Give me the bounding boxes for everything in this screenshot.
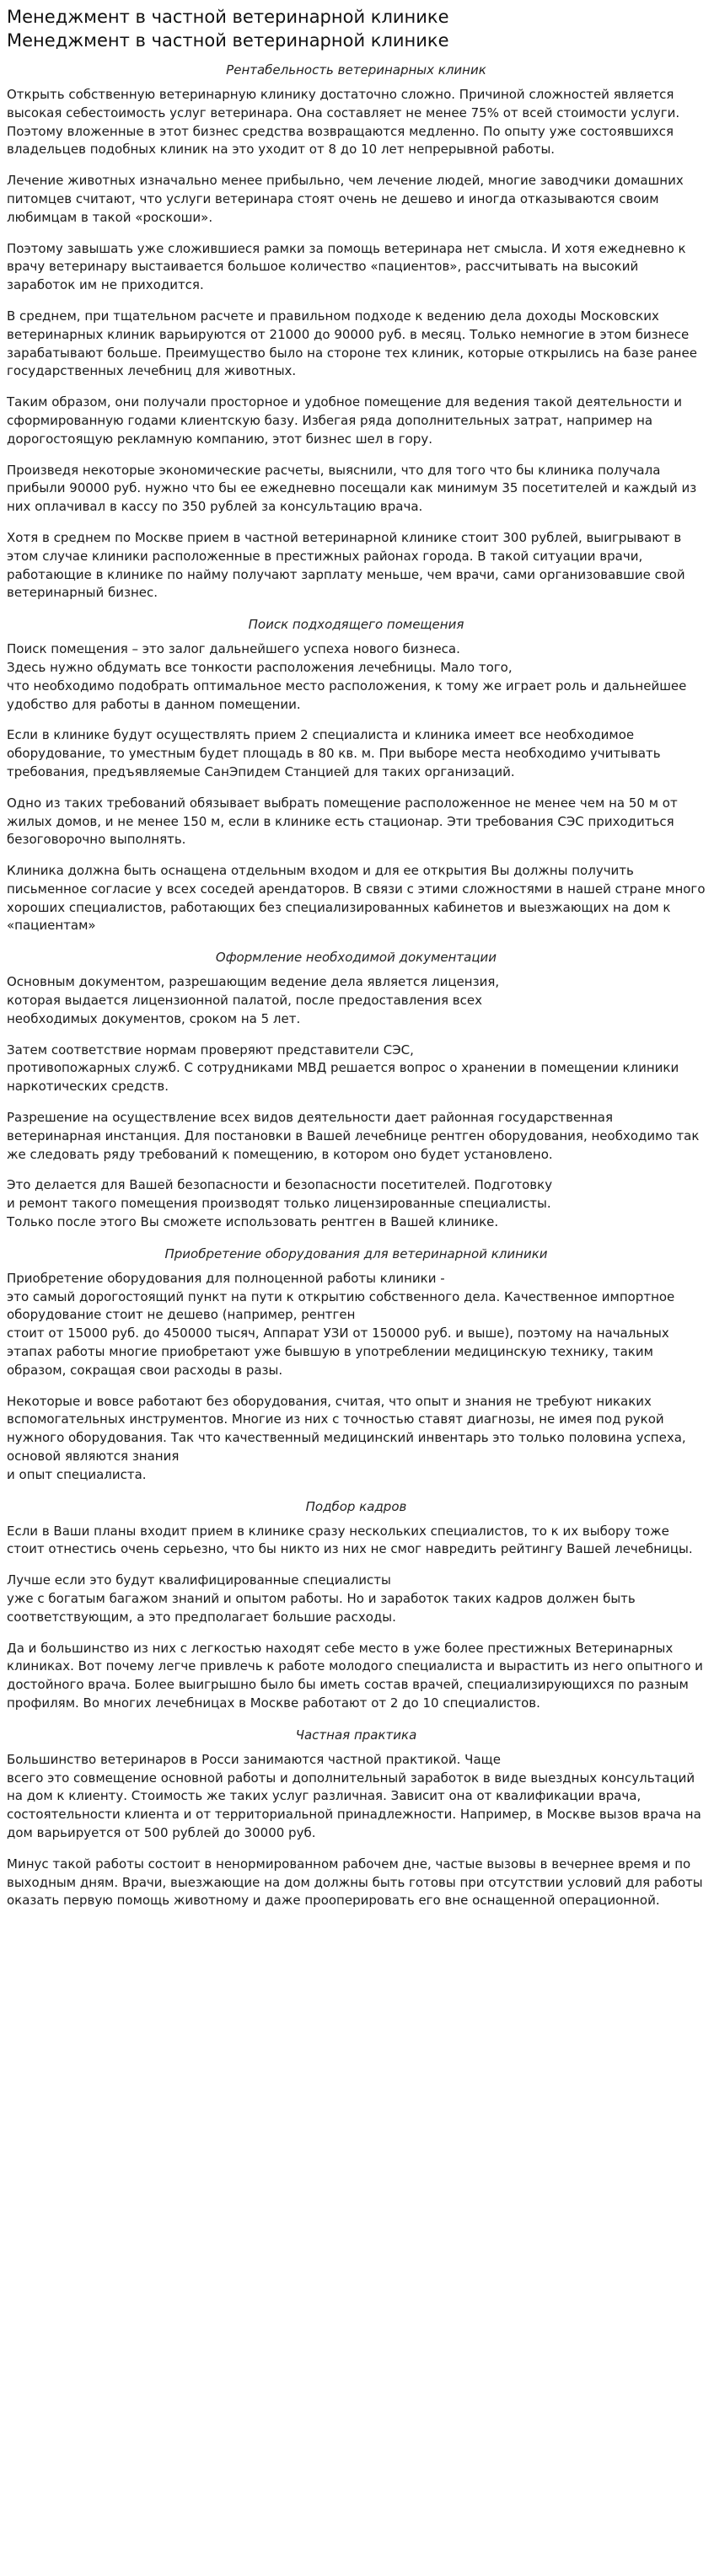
paragraph: Если в Ваши планы входит прием в клинике сразу нескольких специалистов, то к их выбору тоже стоит отнестись очень серьезно, что бы никто из них не смог навредить рейтингу Вашей лечебницы.	[7, 1523, 693, 1557]
section-heading: Оформление необходимой документации	[215, 950, 497, 966]
section-heading: Рентабельность ветеринарных клиник	[226, 62, 486, 78]
section-heading: Поиск подходящего помещения	[248, 617, 464, 633]
paragraph: Это делается для Вашей безопасности и безопасности посетителей. Подготовку и ремонт такого помещения производят только лицензированные специалисты. Только после этого Вы сможете использовать рентген в Вашей клинике.	[7, 1177, 553, 1230]
paragraph: Если в клинике будут осуществлять прием 2 специалиста и клиника имеет все необходимое оборудование, то уместным будет площадь в 80 кв. м. При выборе места необходимо учитывать требования, предъявляемые СанЭпидем Станцией для таких организаций.	[7, 727, 661, 779]
section-staff	[7, 1497, 706, 1713]
paragraph: Открыть собственную ветеринарную клинику достаточно сложно. Причиной сложностей является высокая себестоимость услуг ветеринара. Она составляет не менее 75% от всей стоимости услуги. Поэтому вложенные в этот бизнес средства возвращаются медленно. По опыту уже состоявшихся владельцев подобных клиник на это уходит от 8 до 10 лет непрерывной работы.	[7, 87, 680, 158]
section-profitability	[7, 61, 706, 602]
section-equipment	[7, 1245, 706, 1485]
paragraph: Большинство ветеринаров в Росси занимаются частной практикой. Чаще всего это совмещение основной работы и дополнительный заработок в виде выездных консультаций на дом к клиенту. Стоимость же таких услуг различная. Зависит она от квалификации врача, состоятельности клиента и от территориальной принадлежности. Например, в Москве вызов врача на дом варьируется от 500 рублей до 30000 руб.	[7, 1751, 701, 1840]
paragraph: Затем соответствие нормам проверяют представители СЭС, противопожарных служб. С сотрудниками МВД решается вопрос о хранении в помещении клиники наркотических средств.	[7, 1042, 679, 1095]
paragraph: Поиск помещения – это залог дальнейшего успеха нового бизнеса. Здесь нужно обдумать все тонкости расположения лечебницы. Мало того, что необходимо подобрать оптимальное место расположения, к тому же играет роль и дальнейшее удобство для работы в данном помещении.	[7, 641, 687, 712]
section-heading: Подбор кадров	[305, 1498, 407, 1514]
paragraph: Приобретение оборудования для полноценной работы клиники - это самый дорогостоящий пункт на пути к открытию собственного дела. Качественное импортное оборудование стоит не дешево (например, рентген стоит от 15000 руб. до 450000 тысяч, Аппарат УЗИ от 150000 руб. и выше), поэтому на начальных этапах работы многие приобретают уже бывшую в употреблении медицинскую технику, таким образом, сокращая свои расходы в разы.	[7, 1270, 675, 1378]
article-title: Менеджмент в частной ветеринарной клинике	[7, 30, 449, 51]
paragraph: Таким образом, они получали просторное и удобное помещение для ведения такой деятельности и сформированную годами клиентскую базу. Избегая ряда дополнительных затрат, например на дорогостоящую рекламную компанию, этот бизнес шел в гору.	[7, 394, 682, 447]
section-heading: Приобретение оборудования для ветеринарной клиники	[164, 1245, 548, 1261]
paragraph: Произведя некоторые экономические расчеты, выяснили, что для того что бы клиника получала прибыли 90000 руб. нужно что бы ее ежедневно посещали как минимум 35 посетителей и каждый из них оплачивал в кассу по 350 рублей за консультацию врача.	[7, 462, 697, 515]
paragraph: Разрешение на осуществление всех видов деятельности дает районная государственная ветеринарная инстанция. Для постановки в Вашей лечебнице рентген оборудования, необходимо так же следовать ряду требований к помещению, в котором оно будет установлено.	[7, 1110, 700, 1162]
paragraph: В среднем, при тщательном расчете и правильном подходе к ведению дела доходы Московских ветеринарных клиник варьируются от 21000 до 90000 руб. в месяц. Только немногие в этом бизнесе зарабатывают больше. Преимущество было на стороне тех клиник, которые открылись на базе ранее государственных лечебниц для животных.	[7, 308, 697, 379]
paragraph: Некоторые и вовсе работают без оборудования, считая, что опыт и знания не требуют никаких вспомогательных инструментов. Многие из них с точностью ставят диагнозы, не имея под рукой нужного оборудования. Так что качественный медицинский инвентарь это только половина успеха, основой являются знания и опыт специалиста.	[7, 1393, 686, 1482]
paragraph: Поэтому завышать уже сложившиеся рамки за помощь ветеринара нет смысла. И хотя ежедневно к врачу ветеринару выстаивается большое количество «пациентов», рассчитывать на высокий заработок им не приходится.	[7, 240, 686, 293]
paragraph: Минус такой работы состоит в ненормированном рабочем дне, частые вызовы в вечернее время и по выходным дням. Врачи, выезжающие на дом должны быть готовы при отсутствии условий для работы оказать первую помощь животному и даже прооперировать его вне оснащенной операционной.	[7, 1856, 703, 1909]
paragraph: Да и большинство из них с легкостью находят себе место в уже более престижных Ветеринарных клиниках. Вот почему легче привлечь к работе молодого специалиста и вырастить из него опытного и достойного врача. Более выигрышно было бы иметь состав врачей, специализирующихся по разным профилям. Во многих лечебницах в Москве работают от 2 до 10 специалистов.	[7, 1640, 703, 1711]
paragraph: Лучше если это будут квалифицированные специалисты уже с богатым багажом знаний и опытом работы. Но и заработок таких кадров должен быть соответствующим, а это предполагает большие расходы.	[7, 1572, 636, 1625]
paragraph: Основным документом, разрешающим ведение дела является лицензия, которая выдается лицензионной палатой, после предоставления всех необходимых документов, сроком на 5 лет.	[7, 974, 500, 1026]
section-premises	[7, 615, 706, 935]
paragraph: Хотя в среднем по Москве прием в частной ветеринарной клинике стоит 300 рублей, выигрывают в этом случае клиники расположенные в престижных районах города. В такой ситуации врачи, работающие в клинике по найму получают зарплату меньше, чем врачи, сами организовавшие свой ветеринарный бизнес.	[7, 529, 685, 601]
paragraph: Лечение животных изначально менее прибыльно, чем лечение людей, многие заводчики домашних питомцев считают, что услуги ветеринара стоят очень не дешево и иногда отказываются своим любимцам в такой «роскоши».	[7, 173, 684, 225]
section-heading: Частная практика	[295, 1727, 417, 1743]
paragraph: Одно из таких требований обязывает выбрать помещение расположенное не менее чем на 50 м от жилых домов, и не менее 150 м, если в клинике есть стационар. Эти требования СЭС приходиться безоговорочно выполнять.	[7, 795, 678, 848]
section-private-practice	[7, 1726, 706, 1910]
paragraph: Клиника должна быть оснащена отдельным входом и для ее открытия Вы должны получить письменное согласие у всех соседей арендаторов. В связи с этими сложностями в нашей стране много хороших специалистов, работающих без специализированных кабинетов и выезжающих на дом к «пациентам»	[7, 863, 706, 934]
section-documents	[7, 948, 706, 1232]
page-title: Менеджмент в частной ветеринарной клинике	[7, 7, 449, 27]
